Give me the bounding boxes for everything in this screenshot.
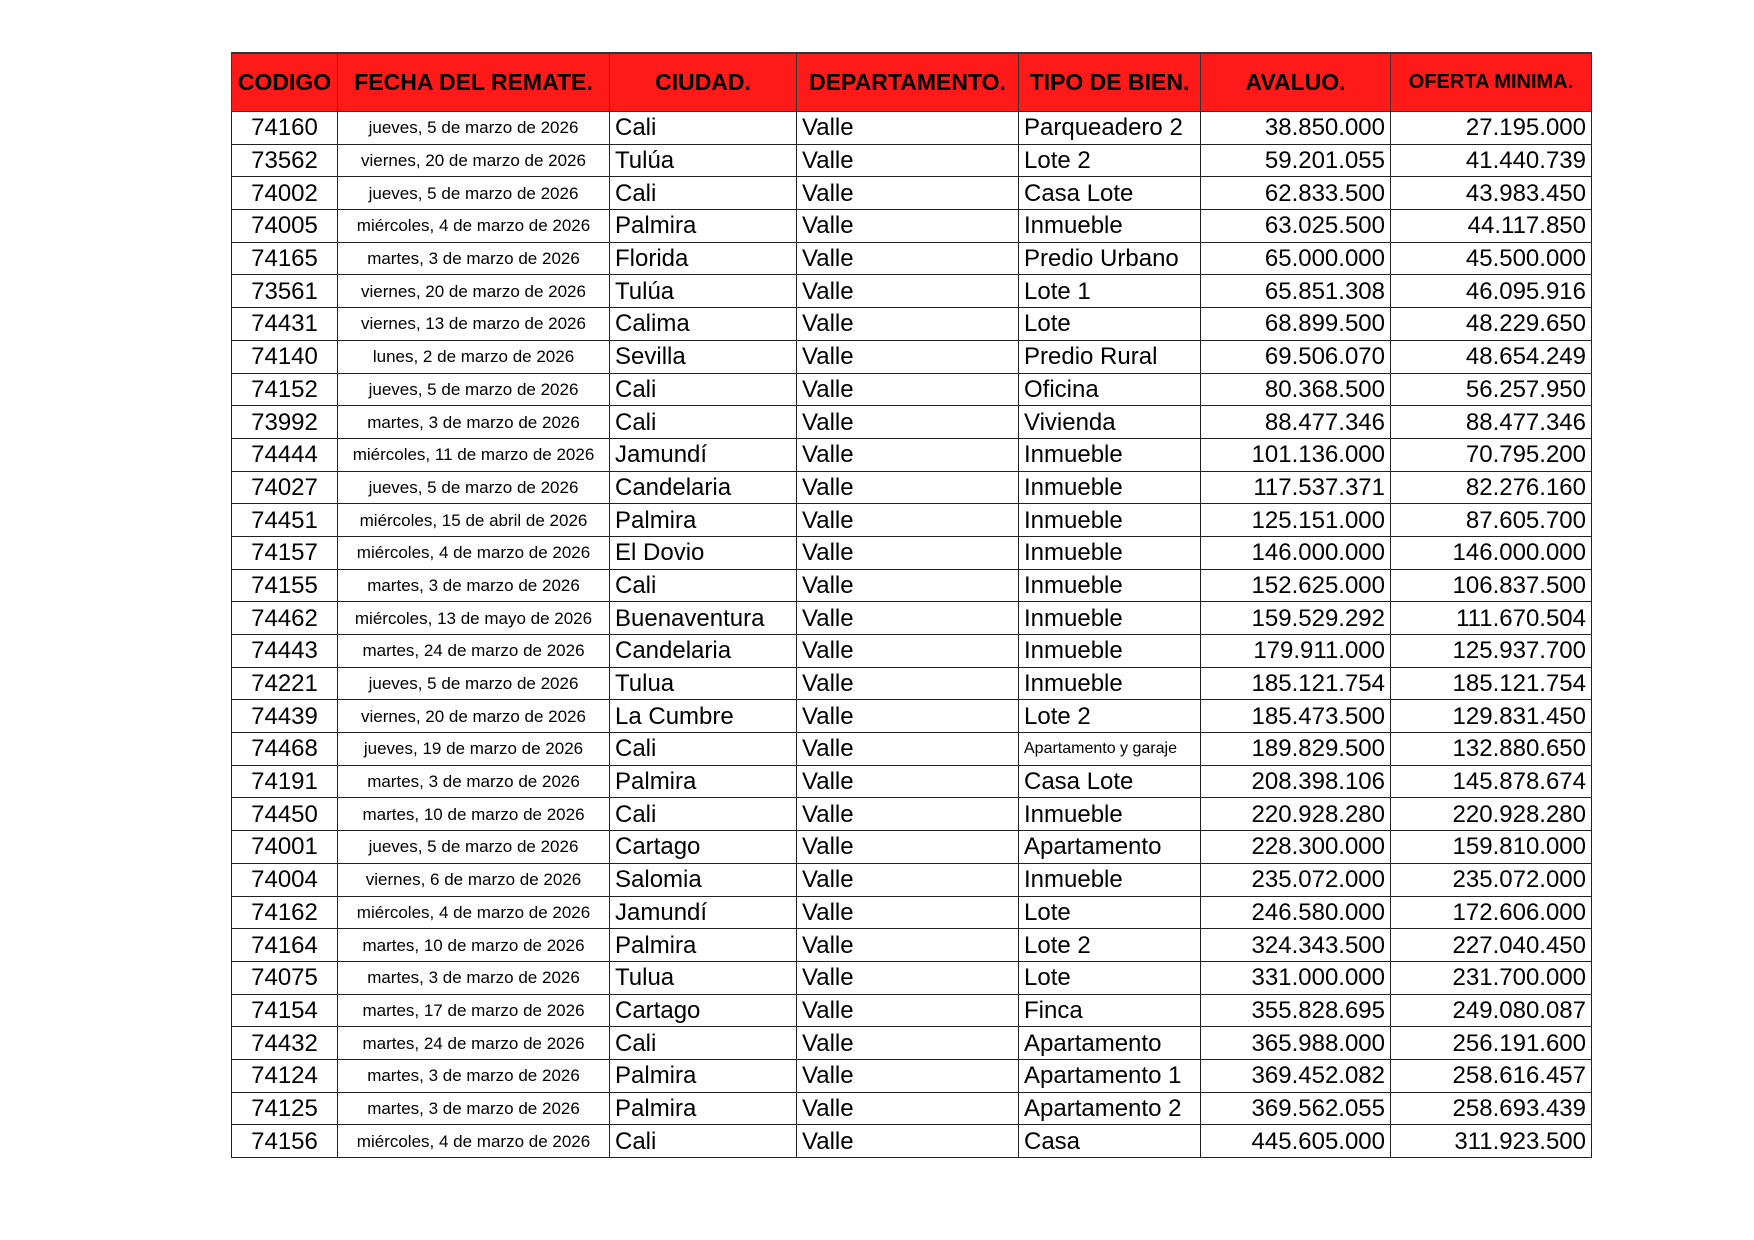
cell-oferta-minima: 88.477.346 — [1391, 406, 1592, 439]
table-body — [232, 112, 1592, 1158]
table-row — [232, 569, 1592, 602]
table-row — [232, 765, 1592, 798]
cell-tipo-bien: Oficina — [1019, 373, 1201, 406]
cell-oferta-minima: 106.837.500 — [1391, 569, 1592, 602]
cell-codigo: 74154 — [232, 994, 338, 1027]
cell-tipo-bien: Inmueble — [1019, 798, 1201, 831]
cell-departamento: Valle — [797, 896, 1019, 929]
cell-avaluo: 159.529.292 — [1201, 602, 1391, 635]
cell-tipo-bien: Inmueble — [1019, 536, 1201, 569]
cell-fecha: martes, 3 de marzo de 2026 — [338, 242, 610, 275]
cell-ciudad: Cali — [610, 406, 797, 439]
cell-departamento: Valle — [797, 1027, 1019, 1060]
cell-ciudad: El Dovio — [610, 536, 797, 569]
cell-tipo-bien: Inmueble — [1019, 210, 1201, 243]
cell-codigo: 74075 — [232, 961, 338, 994]
cell-avaluo: 101.136.000 — [1201, 438, 1391, 471]
cell-fecha: martes, 24 de marzo de 2026 — [338, 635, 610, 668]
header-row — [232, 53, 1592, 112]
cell-avaluo: 59.201.055 — [1201, 144, 1391, 177]
table-row — [232, 406, 1592, 439]
cell-tipo-bien: Apartamento — [1019, 831, 1201, 864]
cell-codigo: 74125 — [232, 1092, 338, 1125]
cell-oferta-minima: 258.693.439 — [1391, 1092, 1592, 1125]
cell-avaluo: 228.300.000 — [1201, 831, 1391, 864]
table-row — [232, 471, 1592, 504]
cell-oferta-minima: 56.257.950 — [1391, 373, 1592, 406]
cell-ciudad: Sevilla — [610, 340, 797, 373]
cell-codigo: 74431 — [232, 308, 338, 341]
cell-avaluo: 152.625.000 — [1201, 569, 1391, 602]
cell-oferta-minima: 256.191.600 — [1391, 1027, 1592, 1060]
table-row — [232, 536, 1592, 569]
cell-avaluo: 369.562.055 — [1201, 1092, 1391, 1125]
cell-departamento: Valle — [797, 961, 1019, 994]
table-row — [232, 1059, 1592, 1092]
cell-fecha: martes, 3 de marzo de 2026 — [338, 406, 610, 439]
cell-tipo-bien: Apartamento 1 — [1019, 1059, 1201, 1092]
cell-oferta-minima: 44.117.850 — [1391, 210, 1592, 243]
cell-ciudad: Palmira — [610, 210, 797, 243]
cell-fecha: martes, 3 de marzo de 2026 — [338, 765, 610, 798]
cell-tipo-bien: Lote — [1019, 896, 1201, 929]
cell-departamento: Valle — [797, 1059, 1019, 1092]
table-row — [232, 177, 1592, 210]
header-tipo-bien: TIPO DE BIEN. — [1019, 53, 1201, 112]
cell-ciudad: Palmira — [610, 504, 797, 537]
cell-ciudad: Cali — [610, 177, 797, 210]
cell-fecha: miércoles, 4 de marzo de 2026 — [338, 896, 610, 929]
cell-avaluo: 235.072.000 — [1201, 863, 1391, 896]
cell-codigo: 74443 — [232, 635, 338, 668]
cell-ciudad: Jamundí — [610, 896, 797, 929]
cell-fecha: martes, 3 de marzo de 2026 — [338, 569, 610, 602]
cell-fecha: miércoles, 15 de abril de 2026 — [338, 504, 610, 537]
table-row — [232, 210, 1592, 243]
cell-fecha: viernes, 20 de marzo de 2026 — [338, 275, 610, 308]
cell-departamento: Valle — [797, 700, 1019, 733]
cell-departamento: Valle — [797, 438, 1019, 471]
cell-avaluo: 208.398.106 — [1201, 765, 1391, 798]
table-row — [232, 340, 1592, 373]
cell-avaluo: 117.537.371 — [1201, 471, 1391, 504]
cell-tipo-bien: Vivienda — [1019, 406, 1201, 439]
table-row — [232, 863, 1592, 896]
cell-tipo-bien: Inmueble — [1019, 438, 1201, 471]
cell-departamento: Valle — [797, 569, 1019, 602]
cell-fecha: miércoles, 13 de mayo de 2026 — [338, 602, 610, 635]
cell-fecha: viernes, 20 de marzo de 2026 — [338, 144, 610, 177]
cell-oferta-minima: 46.095.916 — [1391, 275, 1592, 308]
header-ciudad: CIUDAD. — [610, 53, 797, 112]
cell-departamento: Valle — [797, 798, 1019, 831]
cell-avaluo: 365.988.000 — [1201, 1027, 1391, 1060]
table-row — [232, 1125, 1592, 1158]
cell-departamento: Valle — [797, 340, 1019, 373]
cell-oferta-minima: 132.880.650 — [1391, 733, 1592, 766]
cell-ciudad: Palmira — [610, 1092, 797, 1125]
cell-ciudad: Tulua — [610, 667, 797, 700]
table-row — [232, 504, 1592, 537]
cell-departamento: Valle — [797, 210, 1019, 243]
cell-oferta-minima: 249.080.087 — [1391, 994, 1592, 1027]
cell-codigo: 74221 — [232, 667, 338, 700]
table-row — [232, 275, 1592, 308]
cell-ciudad: Salomia — [610, 863, 797, 896]
table-header — [232, 53, 1592, 112]
cell-avaluo: 189.829.500 — [1201, 733, 1391, 766]
cell-avaluo: 125.151.000 — [1201, 504, 1391, 537]
cell-codigo: 73562 — [232, 144, 338, 177]
table-row — [232, 667, 1592, 700]
cell-tipo-bien: Inmueble — [1019, 471, 1201, 504]
cell-avaluo: 38.850.000 — [1201, 112, 1391, 145]
cell-tipo-bien: Inmueble — [1019, 667, 1201, 700]
cell-codigo: 74155 — [232, 569, 338, 602]
cell-tipo-bien: Inmueble — [1019, 569, 1201, 602]
cell-oferta-minima: 146.000.000 — [1391, 536, 1592, 569]
cell-oferta-minima: 227.040.450 — [1391, 929, 1592, 962]
cell-codigo: 74027 — [232, 471, 338, 504]
cell-ciudad: Tulúa — [610, 275, 797, 308]
cell-departamento: Valle — [797, 536, 1019, 569]
cell-tipo-bien: Apartamento — [1019, 1027, 1201, 1060]
cell-avaluo: 80.368.500 — [1201, 373, 1391, 406]
cell-ciudad: Cartago — [610, 831, 797, 864]
cell-tipo-bien: Finca — [1019, 994, 1201, 1027]
cell-tipo-bien: Inmueble — [1019, 863, 1201, 896]
cell-codigo: 74191 — [232, 765, 338, 798]
cell-tipo-bien: Lote 2 — [1019, 700, 1201, 733]
cell-codigo: 74152 — [232, 373, 338, 406]
cell-codigo: 74444 — [232, 438, 338, 471]
cell-fecha: jueves, 5 de marzo de 2026 — [338, 177, 610, 210]
cell-fecha: viernes, 6 de marzo de 2026 — [338, 863, 610, 896]
cell-oferta-minima: 43.983.450 — [1391, 177, 1592, 210]
table-row — [232, 1027, 1592, 1060]
cell-oferta-minima: 82.276.160 — [1391, 471, 1592, 504]
cell-fecha: miércoles, 4 de marzo de 2026 — [338, 210, 610, 243]
cell-fecha: jueves, 19 de marzo de 2026 — [338, 733, 610, 766]
cell-departamento: Valle — [797, 1125, 1019, 1158]
cell-fecha: miércoles, 4 de marzo de 2026 — [338, 1125, 610, 1158]
cell-departamento: Valle — [797, 406, 1019, 439]
cell-ciudad: Cali — [610, 798, 797, 831]
cell-avaluo: 69.506.070 — [1201, 340, 1391, 373]
cell-fecha: martes, 17 de marzo de 2026 — [338, 994, 610, 1027]
cell-codigo: 74004 — [232, 863, 338, 896]
cell-oferta-minima: 45.500.000 — [1391, 242, 1592, 275]
cell-fecha: jueves, 5 de marzo de 2026 — [338, 667, 610, 700]
cell-ciudad: Cali — [610, 373, 797, 406]
cell-ciudad: Florida — [610, 242, 797, 275]
cell-oferta-minima: 172.606.000 — [1391, 896, 1592, 929]
cell-codigo: 74451 — [232, 504, 338, 537]
cell-codigo: 74450 — [232, 798, 338, 831]
cell-departamento: Valle — [797, 373, 1019, 406]
cell-departamento: Valle — [797, 994, 1019, 1027]
cell-fecha: martes, 3 de marzo de 2026 — [338, 961, 610, 994]
cell-ciudad: Palmira — [610, 1059, 797, 1092]
cell-departamento: Valle — [797, 863, 1019, 896]
cell-oferta-minima: 111.670.504 — [1391, 602, 1592, 635]
table-row — [232, 635, 1592, 668]
cell-ciudad: Palmira — [610, 929, 797, 962]
cell-departamento: Valle — [797, 144, 1019, 177]
header-codigo: CODIGO — [232, 53, 338, 112]
cell-codigo: 74162 — [232, 896, 338, 929]
cell-codigo: 74432 — [232, 1027, 338, 1060]
cell-oferta-minima: 41.440.739 — [1391, 144, 1592, 177]
cell-fecha: jueves, 5 de marzo de 2026 — [338, 831, 610, 864]
cell-tipo-bien: Casa Lote — [1019, 177, 1201, 210]
cell-avaluo: 88.477.346 — [1201, 406, 1391, 439]
cell-ciudad: Cali — [610, 733, 797, 766]
cell-oferta-minima: 235.072.000 — [1391, 863, 1592, 896]
cell-departamento: Valle — [797, 765, 1019, 798]
cell-tipo-bien: Apartamento y garaje — [1019, 733, 1201, 766]
cell-codigo: 74468 — [232, 733, 338, 766]
cell-avaluo: 246.580.000 — [1201, 896, 1391, 929]
cell-departamento: Valle — [797, 831, 1019, 864]
cell-tipo-bien: Lote 2 — [1019, 929, 1201, 962]
cell-codigo: 74156 — [232, 1125, 338, 1158]
cell-codigo: 74439 — [232, 700, 338, 733]
cell-fecha: martes, 10 de marzo de 2026 — [338, 929, 610, 962]
cell-tipo-bien: Apartamento 2 — [1019, 1092, 1201, 1125]
cell-avaluo: 369.452.082 — [1201, 1059, 1391, 1092]
cell-oferta-minima: 311.923.500 — [1391, 1125, 1592, 1158]
cell-fecha: viernes, 13 de marzo de 2026 — [338, 308, 610, 341]
cell-fecha: martes, 24 de marzo de 2026 — [338, 1027, 610, 1060]
cell-avaluo: 324.343.500 — [1201, 929, 1391, 962]
cell-ciudad: Calima — [610, 308, 797, 341]
table-row — [232, 700, 1592, 733]
cell-fecha: miércoles, 4 de marzo de 2026 — [338, 536, 610, 569]
table-row — [232, 961, 1592, 994]
cell-codigo: 74002 — [232, 177, 338, 210]
cell-codigo: 73561 — [232, 275, 338, 308]
cell-fecha: jueves, 5 de marzo de 2026 — [338, 471, 610, 504]
cell-tipo-bien: Inmueble — [1019, 602, 1201, 635]
table-row — [232, 438, 1592, 471]
cell-departamento: Valle — [797, 1092, 1019, 1125]
cell-oferta-minima: 48.654.249 — [1391, 340, 1592, 373]
table-row — [232, 798, 1592, 831]
table-row — [232, 602, 1592, 635]
cell-fecha: jueves, 5 de marzo de 2026 — [338, 112, 610, 145]
cell-tipo-bien: Lote — [1019, 961, 1201, 994]
cell-codigo: 74462 — [232, 602, 338, 635]
cell-tipo-bien: Parqueadero 2 — [1019, 112, 1201, 145]
cell-codigo: 74005 — [232, 210, 338, 243]
cell-ciudad: Cartago — [610, 994, 797, 1027]
cell-avaluo: 63.025.500 — [1201, 210, 1391, 243]
cell-avaluo: 220.928.280 — [1201, 798, 1391, 831]
cell-oferta-minima: 159.810.000 — [1391, 831, 1592, 864]
cell-oferta-minima: 185.121.754 — [1391, 667, 1592, 700]
table-row — [232, 112, 1592, 145]
table-row — [232, 242, 1592, 275]
cell-codigo: 74124 — [232, 1059, 338, 1092]
cell-codigo: 74001 — [232, 831, 338, 864]
cell-ciudad: Candelaria — [610, 635, 797, 668]
cell-tipo-bien: Casa — [1019, 1125, 1201, 1158]
cell-avaluo: 331.000.000 — [1201, 961, 1391, 994]
cell-avaluo: 68.899.500 — [1201, 308, 1391, 341]
cell-departamento: Valle — [797, 471, 1019, 504]
cell-departamento: Valle — [797, 112, 1019, 145]
cell-oferta-minima: 27.195.000 — [1391, 112, 1592, 145]
header-oferta-minima: OFERTA MINIMA. — [1391, 53, 1592, 112]
cell-codigo: 74157 — [232, 536, 338, 569]
cell-oferta-minima: 70.795.200 — [1391, 438, 1592, 471]
cell-departamento: Valle — [797, 602, 1019, 635]
cell-tipo-bien: Inmueble — [1019, 504, 1201, 537]
cell-codigo: 74164 — [232, 929, 338, 962]
cell-fecha: jueves, 5 de marzo de 2026 — [338, 373, 610, 406]
cell-tipo-bien: Lote 2 — [1019, 144, 1201, 177]
cell-oferta-minima: 48.229.650 — [1391, 308, 1592, 341]
cell-tipo-bien: Lote 1 — [1019, 275, 1201, 308]
cell-fecha: martes, 3 de marzo de 2026 — [338, 1092, 610, 1125]
cell-avaluo: 185.473.500 — [1201, 700, 1391, 733]
table-row — [232, 144, 1592, 177]
cell-tipo-bien: Inmueble — [1019, 635, 1201, 668]
cell-tipo-bien: Predio Urbano — [1019, 242, 1201, 275]
header-avaluo: AVALUO. — [1201, 53, 1391, 112]
table-row — [232, 896, 1592, 929]
cell-departamento: Valle — [797, 177, 1019, 210]
cell-departamento: Valle — [797, 504, 1019, 537]
cell-departamento: Valle — [797, 929, 1019, 962]
table-row — [232, 1092, 1592, 1125]
table-row — [232, 831, 1592, 864]
cell-ciudad: La Cumbre — [610, 700, 797, 733]
table-row — [232, 929, 1592, 962]
auction-table — [231, 52, 1592, 1158]
cell-departamento: Valle — [797, 733, 1019, 766]
cell-ciudad: Buenaventura — [610, 602, 797, 635]
cell-departamento: Valle — [797, 308, 1019, 341]
cell-codigo: 74160 — [232, 112, 338, 145]
cell-departamento: Valle — [797, 635, 1019, 668]
table-row — [232, 308, 1592, 341]
cell-ciudad: Tulua — [610, 961, 797, 994]
cell-avaluo: 65.000.000 — [1201, 242, 1391, 275]
cell-avaluo: 65.851.308 — [1201, 275, 1391, 308]
cell-tipo-bien: Casa Lote — [1019, 765, 1201, 798]
cell-avaluo: 355.828.695 — [1201, 994, 1391, 1027]
cell-tipo-bien: Lote — [1019, 308, 1201, 341]
cell-avaluo: 146.000.000 — [1201, 536, 1391, 569]
cell-oferta-minima: 129.831.450 — [1391, 700, 1592, 733]
table-row — [232, 733, 1592, 766]
cell-oferta-minima: 231.700.000 — [1391, 961, 1592, 994]
cell-codigo: 74140 — [232, 340, 338, 373]
cell-oferta-minima: 258.616.457 — [1391, 1059, 1592, 1092]
cell-codigo: 74165 — [232, 242, 338, 275]
table-row — [232, 994, 1592, 1027]
cell-ciudad: Cali — [610, 112, 797, 145]
cell-avaluo: 185.121.754 — [1201, 667, 1391, 700]
cell-oferta-minima: 125.937.700 — [1391, 635, 1592, 668]
cell-ciudad: Palmira — [610, 765, 797, 798]
cell-fecha: lunes, 2 de marzo de 2026 — [338, 340, 610, 373]
cell-oferta-minima: 220.928.280 — [1391, 798, 1592, 831]
cell-ciudad: Cali — [610, 1027, 797, 1060]
cell-departamento: Valle — [797, 275, 1019, 308]
cell-ciudad: Tulúa — [610, 144, 797, 177]
header-fecha-remate: FECHA DEL REMATE. — [338, 53, 610, 112]
header-departamento: DEPARTAMENTO. — [797, 53, 1019, 112]
cell-avaluo: 179.911.000 — [1201, 635, 1391, 668]
cell-ciudad: Cali — [610, 569, 797, 602]
cell-ciudad: Jamundí — [610, 438, 797, 471]
cell-avaluo: 445.605.000 — [1201, 1125, 1391, 1158]
cell-departamento: Valle — [797, 242, 1019, 275]
cell-fecha: martes, 10 de marzo de 2026 — [338, 798, 610, 831]
cell-codigo: 73992 — [232, 406, 338, 439]
table-row — [232, 373, 1592, 406]
cell-fecha: miércoles, 11 de marzo de 2026 — [338, 438, 610, 471]
cell-oferta-minima: 145.878.674 — [1391, 765, 1592, 798]
cell-avaluo: 62.833.500 — [1201, 177, 1391, 210]
cell-fecha: viernes, 20 de marzo de 2026 — [338, 700, 610, 733]
cell-oferta-minima: 87.605.700 — [1391, 504, 1592, 537]
cell-tipo-bien: Predio Rural — [1019, 340, 1201, 373]
cell-departamento: Valle — [797, 667, 1019, 700]
cell-fecha: martes, 3 de marzo de 2026 — [338, 1059, 610, 1092]
cell-ciudad: Cali — [610, 1125, 797, 1158]
cell-ciudad: Candelaria — [610, 471, 797, 504]
